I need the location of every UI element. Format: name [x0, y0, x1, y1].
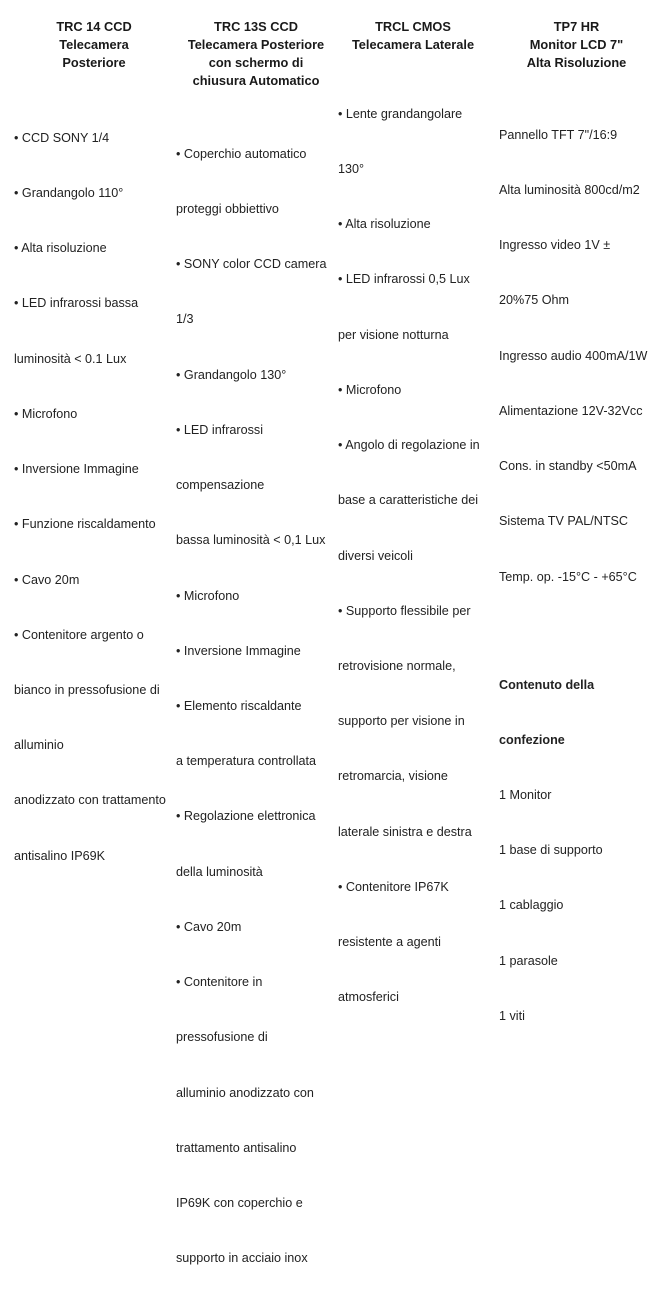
product-type-3: chiusura Automatico: [192, 73, 320, 88]
spec-line: • Cavo 20m: [176, 919, 242, 934]
spec-line: • Lente grandangolare: [338, 106, 463, 121]
column-trc13s: [176, 18, 336, 1304]
spec-line: Alimentazione 12V-32Vcc: [499, 403, 643, 418]
package-item: 1 cablaggio: [499, 898, 564, 913]
spec-line: • Alta risoluzione: [14, 241, 107, 256]
model-name: TP7 HR: [553, 19, 600, 34]
spec-line: • Angolo di regolazione in: [338, 438, 480, 453]
spec-line: atmosferici: [338, 990, 399, 1005]
spec-line: resistente a agenti: [338, 935, 441, 950]
spec-line: 130°: [338, 162, 365, 177]
spec-line: 20%75 Ohm: [499, 293, 570, 308]
spec-line: • Coperchio automatico: [176, 146, 307, 161]
spec-line: • Microfono: [14, 406, 78, 421]
spec-line: bianco in pressofusione di: [14, 683, 160, 697]
package-item: 1 Monitor: [499, 788, 552, 803]
product-type-2: con schermo di: [208, 55, 304, 70]
spec-line: Ingresso audio 400mA/1W: [499, 348, 648, 363]
spec-line: Alta luminosità 800cd/m2: [499, 183, 640, 198]
spec-line: • Funzione riscaldamento: [14, 517, 156, 532]
spec-line: • Microfono: [338, 382, 402, 397]
spec-line: trattamento antisalino: [176, 1140, 297, 1155]
model-name: TRCL CMOS: [375, 19, 451, 34]
spec-line: antisalino IP69K: [14, 848, 106, 863]
spec-line: • Supporto flessibile per: [338, 603, 471, 618]
column-trc14: [14, 18, 164, 902]
spec-list: [499, 89, 669, 623]
spec-line: Cons. in standby <50mA: [499, 459, 637, 474]
package-item: 1 parasole: [499, 953, 558, 968]
spec-line: bassa luminosità < 0,1 Lux: [176, 533, 326, 548]
column-tp7hr: [499, 18, 669, 1062]
spec-line: pressofusione di: [176, 1030, 268, 1045]
spec-line: 1/3: [176, 312, 194, 327]
spec-line: retromarcia, visione: [338, 769, 448, 784]
product-title: [499, 18, 654, 72]
column-trcl: [338, 18, 498, 1044]
spec-line: proteggi obbiettivo: [176, 202, 279, 217]
package-title-2: confezione: [499, 732, 565, 747]
spec-line: base a caratteristiche dei: [338, 493, 479, 508]
spec-line: della luminosità: [176, 864, 263, 879]
spec-line: IP69K con coperchio e: [176, 1195, 303, 1210]
spec-line: alluminio anodizzato con: [176, 1085, 314, 1100]
spec-line: • Grandangolo 110°: [14, 186, 124, 201]
model-name: TRC 13S CCD: [214, 19, 298, 34]
spec-line: Ingresso video 1V ±: [499, 238, 611, 253]
spec-line: • Contenitore in: [176, 975, 263, 990]
spec-line: • Inversione Immagine: [176, 643, 301, 658]
product-title: [338, 18, 488, 54]
spec-line: • SONY color CCD camera: [176, 257, 327, 272]
spec-line: per visione notturna: [338, 327, 449, 342]
spec-line: • LED infrarossi 0,5 Lux: [338, 272, 470, 287]
product-type-2: Alta Risoluzione: [526, 55, 627, 70]
product-type: Monitor LCD 7": [529, 37, 624, 52]
spec-line: Sistema TV PAL/NTSC: [499, 514, 629, 529]
model-name: TRC 14 CCD: [56, 19, 132, 34]
spec-line: supporto per visione in: [338, 714, 465, 729]
product-title: [19, 18, 169, 72]
spec-line: luminosità < 0.1 Lux: [14, 351, 127, 366]
spec-line: • LED infrarossi: [176, 422, 263, 437]
package-title: Contenuto della: [499, 677, 595, 692]
spec-line: a temperatura controllata: [176, 754, 317, 769]
package-item: 1 viti: [499, 1008, 525, 1023]
spec-line: • Microfono: [176, 588, 240, 603]
spec-line: anodizzato con trattamento: [14, 793, 166, 808]
product-type-2: Posteriore: [62, 55, 126, 70]
spec-list: [14, 92, 164, 902]
product-type: Telecamera: [59, 37, 129, 52]
spec-line: • Elemento riscaldante: [176, 699, 302, 713]
spec-list: [176, 108, 336, 1304]
product-type: Telecamera Laterale: [351, 37, 475, 52]
spec-line: laterale sinistra e destra: [338, 824, 472, 839]
spec-line: • Cavo 20m: [14, 572, 80, 587]
spec-line: • Inversione Immagine: [14, 462, 139, 477]
package-contents: [499, 639, 669, 1062]
spec-line: • CCD SONY 1/4: [14, 130, 110, 145]
product-title: [176, 18, 336, 90]
spec-list: [338, 68, 498, 1044]
spec-line: • Alta risoluzione: [338, 217, 431, 232]
spec-line: • Grandangolo 130°: [176, 367, 287, 382]
spec-line: retrovisione normale,: [338, 659, 456, 673]
spec-line: • Contenitore argento o: [14, 627, 144, 642]
spec-line: diversi veicoli: [338, 548, 413, 563]
spec-line: supporto in acciaio inox: [176, 1251, 308, 1266]
spec-line: • Regolazione elettronica: [176, 809, 316, 824]
spec-line: Pannello TFT 7"/16:9: [499, 127, 618, 142]
product-type: Telecamera Posteriore: [187, 37, 325, 52]
package-item: 1 base di supporto: [499, 843, 603, 858]
spec-line: compensazione: [176, 478, 265, 493]
spec-line: • LED infrarossi bassa: [14, 296, 139, 311]
spec-line: Temp. op. -15°C - +65°C: [499, 569, 637, 584]
spec-line: • Contenitore IP67K: [338, 879, 449, 894]
spec-line: alluminio: [14, 738, 64, 753]
